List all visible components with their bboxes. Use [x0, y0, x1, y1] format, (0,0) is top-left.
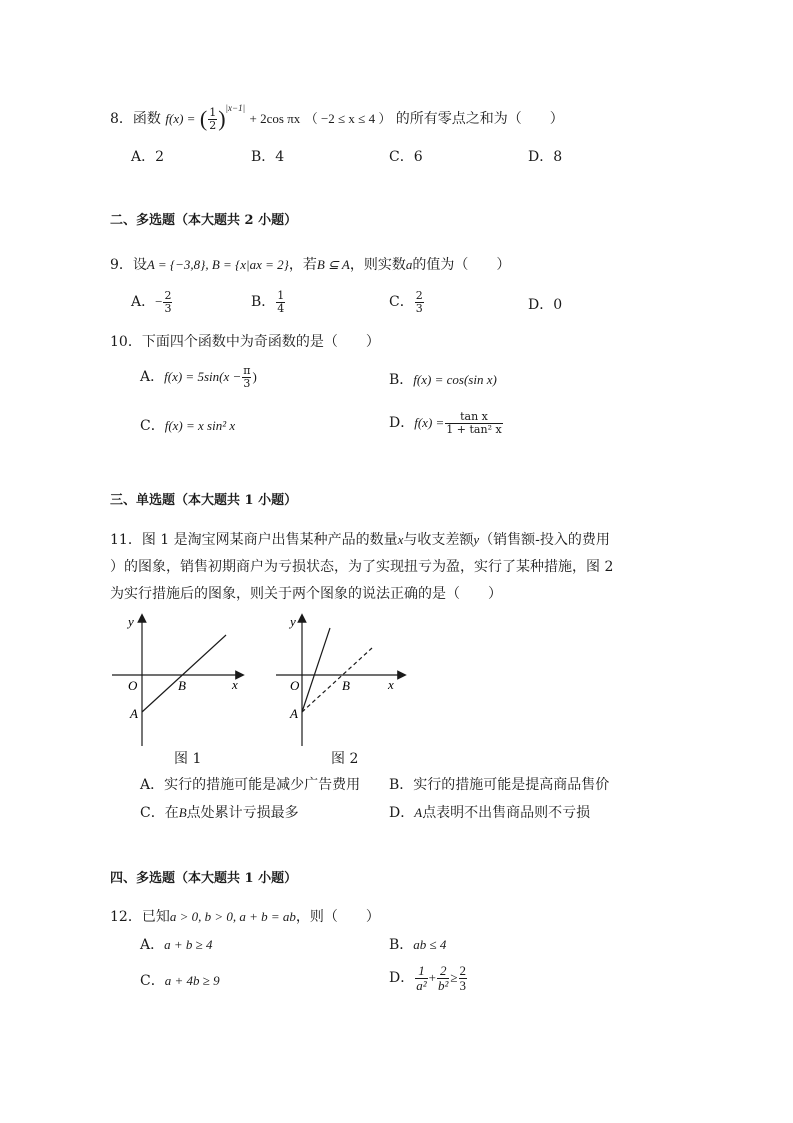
q10-option-b-expr: f(x) = cos(sin x): [413, 372, 497, 387]
q11-option-c-c: 点处累计亏损最多: [186, 805, 299, 821]
q9-option-c-fraction: $\frac{2}{3}$: [415, 289, 423, 315]
q9-option-b-fraction: $\frac{1}{4}$: [277, 289, 285, 315]
q10-option-b-label: B．: [389, 372, 414, 388]
q9-condition: B ⊆ A: [316, 257, 350, 272]
q8-base-fraction: $\frac{1}{2}$: [209, 106, 217, 132]
q11-option-d-a: D．: [389, 805, 415, 821]
q9-variable: a: [405, 257, 413, 272]
q11-line1-b: 与收支差额: [403, 532, 474, 548]
fig2-origin-label: O: [290, 678, 300, 693]
question-11-line-2: ）的图象，销售初期商户为亏损状态，为了实现扭亏为盈，实行了某种措施，图 2: [110, 559, 614, 575]
q11-option-d[interactable]: [389, 806, 590, 820]
q11-option-c-a: C．在: [140, 805, 179, 821]
q12-stem-b: ，则（ ）: [295, 909, 380, 925]
q12-option-a-label: A．: [140, 937, 165, 953]
fig2-point-b-label: B: [342, 678, 350, 693]
q8-option-d[interactable]: D．8: [528, 149, 563, 165]
q10-option-a-expr: f(x) = 5sin(x −: [164, 369, 242, 385]
q8-option-a[interactable]: A．2: [131, 149, 165, 165]
fig2-y-label: y: [290, 614, 296, 629]
q10-option-b[interactable]: [389, 373, 497, 387]
q9-stem-c: ，则实数: [349, 257, 406, 273]
q12-option-d-frac-3: $\frac{2}{3}$: [459, 963, 467, 993]
question-9-stem: [110, 258, 510, 272]
fig1-line: [142, 635, 226, 712]
q11-option-b[interactable]: B．实行的措施可能是提高商品售价: [389, 777, 610, 793]
q8-paren-close: ): [218, 106, 226, 132]
q11-option-c[interactable]: [140, 806, 299, 820]
q8-option-c[interactable]: C．6: [389, 149, 423, 165]
fig1-y-label: y: [128, 614, 134, 629]
q8-stem-end: 的所有零点之和为（ ）: [395, 111, 564, 128]
q9-option-a-sign: −: [155, 294, 163, 310]
q11-x-var: x: [397, 532, 404, 547]
q9-option-b-label: B．: [251, 294, 276, 311]
q11-line1-a: 11．图 1 是淘宝网某商户出售某种产品的数量: [110, 532, 398, 548]
q12-option-c-label: C．: [140, 973, 165, 989]
q9-option-a-label: A．: [131, 294, 156, 311]
q12-condition: a > 0, b > 0, a + b = ab: [169, 909, 296, 924]
q9-stem-a: 9．设: [110, 257, 147, 273]
q12-option-b-label: B．: [389, 937, 414, 953]
q9-option-c-label: C．: [389, 294, 414, 311]
q11-option-d-b: A: [414, 805, 423, 820]
fig2-solid-line: [302, 628, 330, 712]
fig2-x-label: x: [388, 677, 394, 692]
q12-option-c[interactable]: [140, 974, 220, 988]
q9-option-c[interactable]: [389, 290, 425, 314]
q10-option-c-expr: f(x) = x sin² x: [164, 418, 236, 433]
question-12-stem: [110, 910, 380, 924]
q9-option-a-fraction: $\frac{2}{3}$: [164, 289, 172, 315]
q10-option-d-label: D．: [389, 415, 415, 432]
q12-option-b-expr: ab ≤ 4: [413, 937, 447, 952]
q8-stem-start: 8．函数: [110, 111, 161, 128]
fig1-origin-label: O: [128, 678, 138, 693]
q12-option-a-expr: a + b ≥ 4: [164, 937, 213, 952]
q9-option-d[interactable]: D．0: [528, 297, 563, 313]
q9-stem-d: 的值为（ ）: [412, 257, 511, 273]
q10-option-d-fraction: $\frac{\text{tan x}}{\text{1 + tan² x}}$: [446, 410, 502, 436]
figure-2: [272, 612, 412, 762]
q10-option-c[interactable]: [140, 419, 235, 433]
q11-option-d-c: 点表明不出售商品则不亏损: [422, 805, 591, 821]
q8-option-b[interactable]: B．4: [251, 149, 285, 165]
q11-option-a[interactable]: A．实行的措施可能是减少广告费用: [140, 777, 361, 793]
section-4-title: 四、多选题（本大题共 1 小题）: [110, 871, 298, 886]
q12-stem-a: 12．已知: [110, 909, 170, 925]
q12-option-b[interactable]: [389, 938, 446, 952]
q8-func-lhs: f(x) =: [165, 111, 196, 127]
q9-stem-b: ，若: [288, 257, 317, 273]
q10-option-d[interactable]: [389, 411, 504, 435]
q8-domain: （ −2 ≤ x ≤ 4 ）: [304, 111, 392, 127]
q10-option-a[interactable]: [140, 365, 257, 389]
figure-1-caption: 图 1: [174, 751, 202, 767]
q8-func-rest: + 2cos πx: [249, 111, 301, 127]
q8-paren-open: (: [199, 106, 208, 132]
q12-option-d-frac-1: $\frac{1}{\text{a²}}$: [416, 963, 427, 993]
q12-option-c-expr: a + 4b ≥ 9: [164, 973, 220, 988]
q11-line1-c: （销售额-投入的费用: [479, 532, 610, 548]
question-11-line-3: 为实行措施后的图象，则关于两个图象的说法正确的是（ ）: [110, 586, 502, 602]
figure-1: [108, 612, 248, 762]
q12-option-d-frac-2: $\frac{2}{\text{b²}}$: [437, 963, 449, 993]
figure-2-caption: 图 2: [331, 751, 359, 767]
q12-option-d-ge: ≥: [450, 970, 458, 986]
q11-y-var: y: [473, 532, 480, 547]
q9-option-b[interactable]: [251, 290, 286, 314]
question-11-line-1: [110, 533, 610, 547]
q12-option-d-plus: +: [428, 970, 436, 986]
q10-option-a-close: ): [252, 369, 257, 385]
fig1-point-b-label: B: [178, 678, 186, 693]
section-2-title: 二、多选题（本大题共 2 小题）: [110, 213, 298, 228]
q10-option-c-label: C．: [140, 418, 165, 434]
question-10-stem: 10．下面四个函数中为奇函数的是（ ）: [110, 334, 380, 350]
fig1-point-a-label: A: [130, 706, 138, 721]
fig2-point-a-label: A: [290, 706, 298, 721]
q12-option-d[interactable]: [389, 964, 468, 992]
q12-option-d-label: D．: [389, 970, 415, 987]
fig1-x-label: x: [232, 677, 238, 692]
q8-exponent: |x−1|: [225, 103, 246, 114]
q12-option-a[interactable]: [140, 938, 213, 952]
question-8-stem: [110, 103, 564, 132]
q9-sets: A = {−3,8}, B = {x|ax = 2}: [146, 257, 289, 272]
q10-option-a-label: A．: [140, 369, 165, 386]
q10-option-a-fraction: $\frac{\pi}{3}$: [243, 364, 251, 390]
q11-option-c-b: B: [178, 805, 187, 820]
section-3-title: 三、单选题（本大题共 1 小题）: [110, 493, 298, 508]
q9-option-a[interactable]: [131, 290, 173, 314]
q10-option-d-lhs: f(x) =: [414, 415, 445, 431]
